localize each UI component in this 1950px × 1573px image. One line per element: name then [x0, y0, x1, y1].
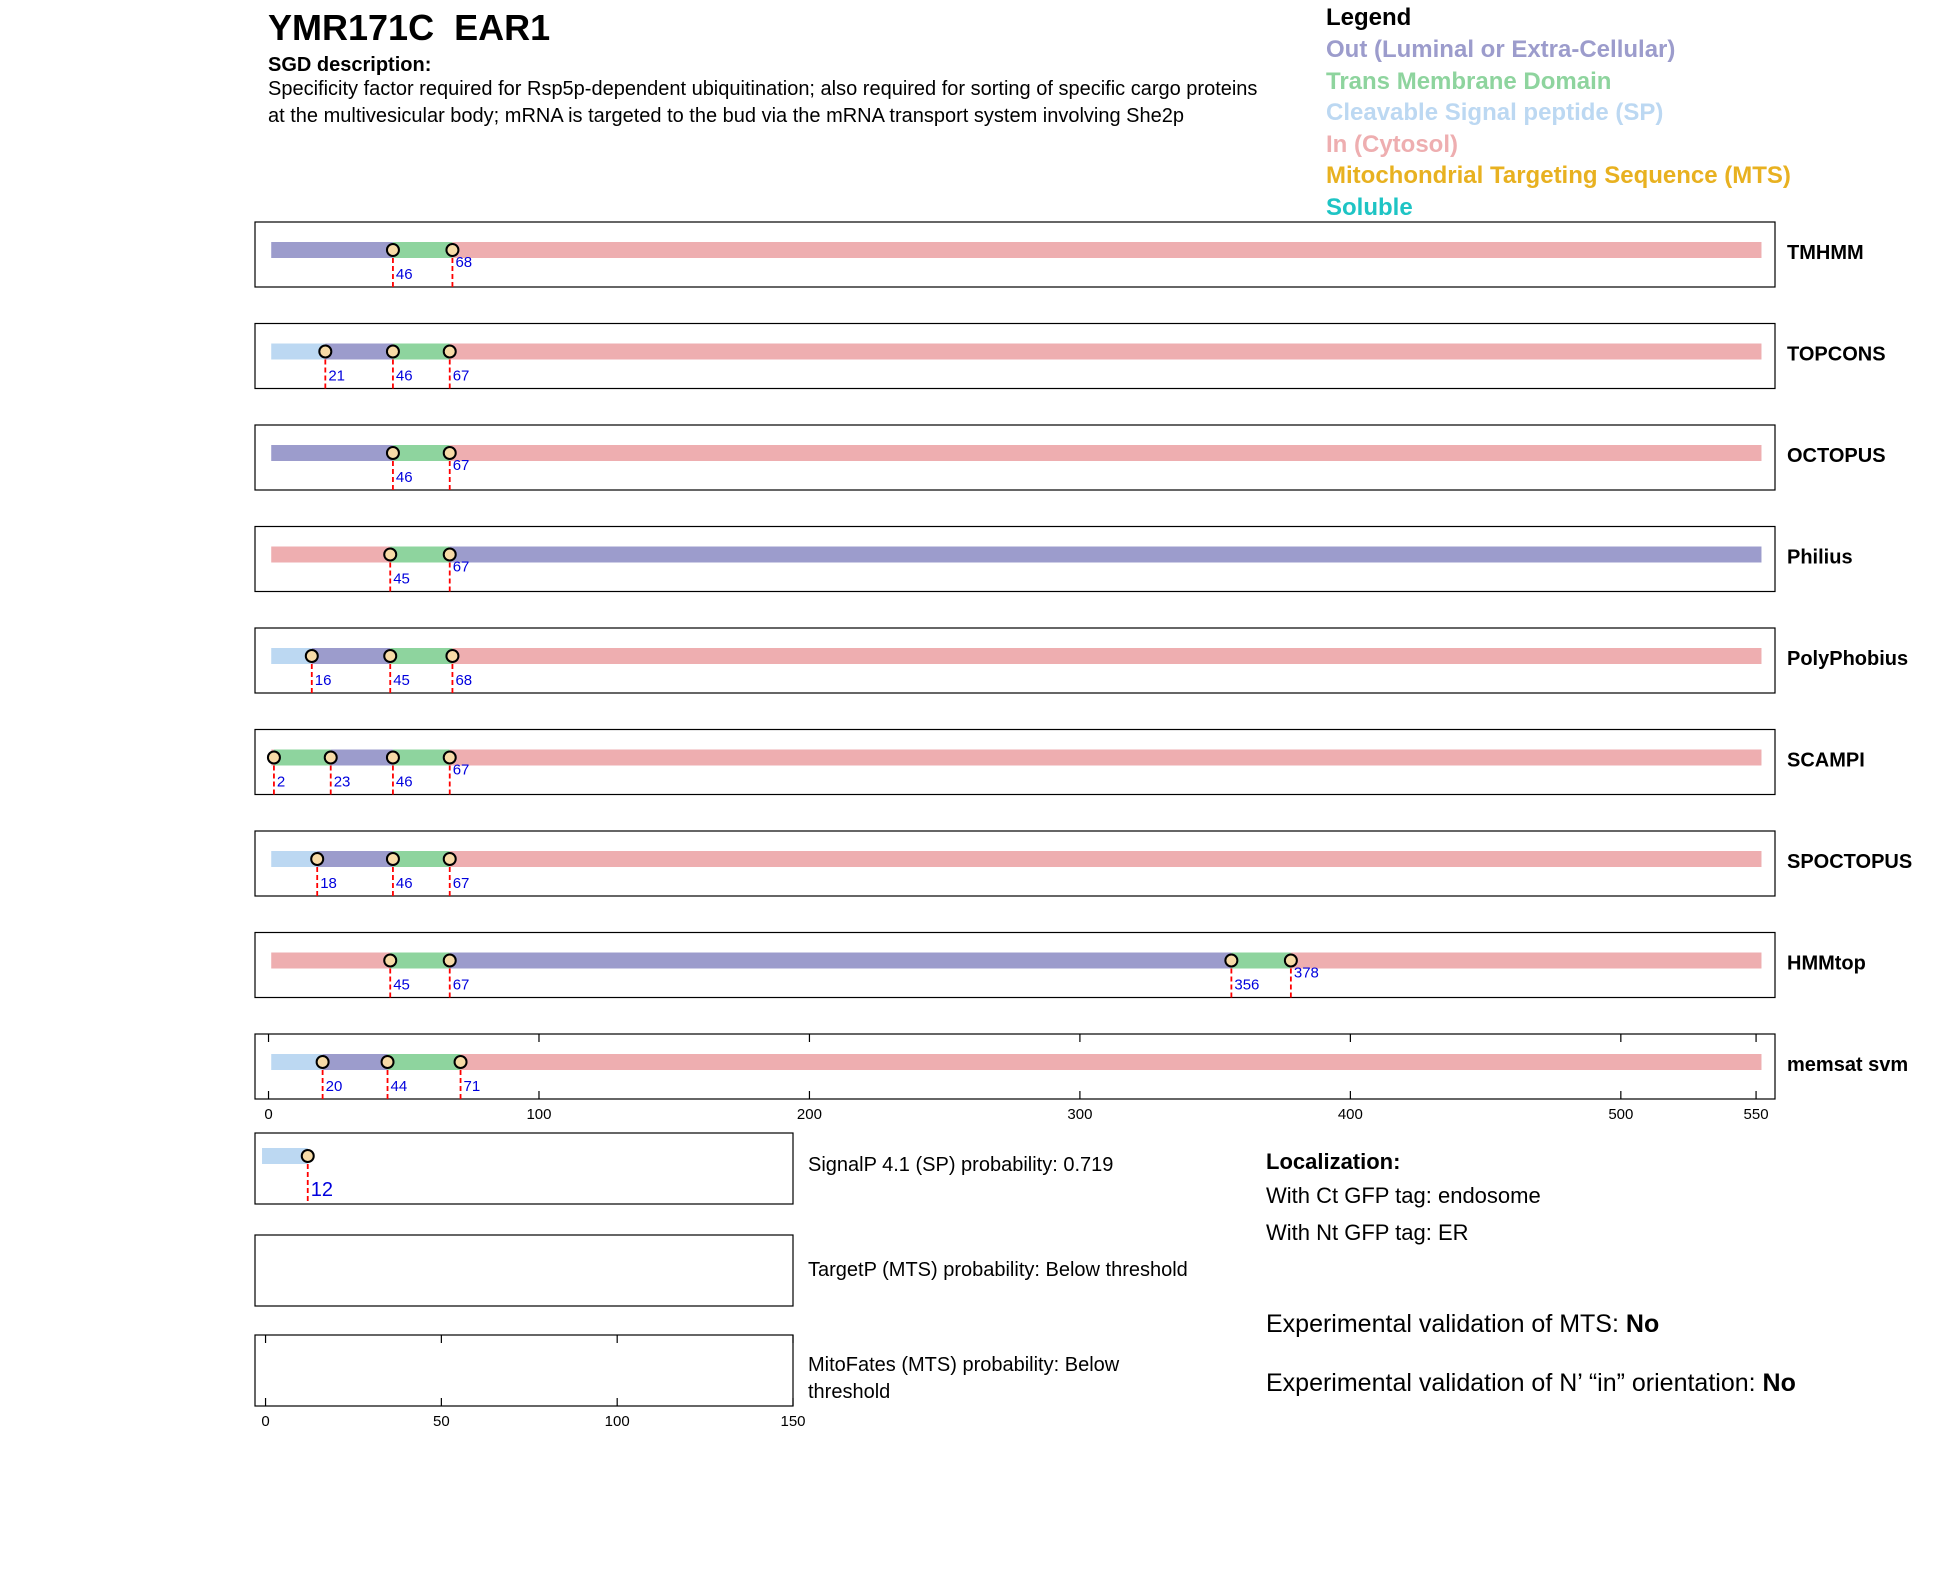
track-segment-out	[271, 445, 393, 461]
marker-label: 68	[455, 672, 473, 689]
marker-circle	[444, 955, 456, 967]
track-segment-out	[331, 750, 393, 766]
track-segment-tm	[393, 242, 453, 258]
marker-label: 67	[452, 457, 470, 474]
marker-label: 46	[395, 469, 413, 486]
marker-circle	[325, 752, 337, 764]
track-segment-out	[317, 851, 393, 867]
axis-tick-label: 100	[604, 1413, 630, 1430]
signalp-text: SignalP 4.1 (SP) probability: 0.719	[808, 1154, 1114, 1176]
marker-circle	[302, 1150, 314, 1162]
track-name: PolyPhobius	[1787, 648, 1909, 670]
mts-validation-value: No	[1625, 1310, 1660, 1338]
marker-label: 21	[328, 367, 346, 385]
marker-label: 67	[452, 761, 470, 779]
axis-tick-label: 100	[526, 1106, 552, 1123]
axis-tick-label: 550	[1743, 1106, 1769, 1123]
marker-label: 45	[393, 672, 410, 689]
track-name: SCAMPI	[1787, 749, 1865, 772]
marker-label: 46	[395, 773, 413, 791]
marker-label: 45	[393, 570, 410, 588]
marker-circle	[1225, 955, 1237, 967]
legend-item-mts: Mitochondrial Targeting Sequence (MTS)	[1326, 162, 1791, 189]
track-segment-tm	[388, 1054, 461, 1070]
marker-label: 67	[452, 976, 470, 994]
legend-item-soluble: Soluble	[1326, 193, 1413, 221]
track-segment-tm	[393, 851, 450, 867]
targetp-text: TargetP (MTS) probability: Below threshold	[808, 1259, 1188, 1281]
marker-label: 44	[390, 1078, 408, 1095]
marker-circle	[384, 650, 396, 662]
axis-tick-label: 150	[780, 1413, 806, 1430]
track-name: OCTOPUS	[1787, 445, 1886, 467]
track-segment-tm	[393, 750, 450, 766]
track-segment-in	[450, 851, 1762, 867]
axis-tick-label: 0	[264, 1106, 273, 1123]
axis-tick-label: 400	[1337, 1106, 1363, 1123]
marker-label: 67	[452, 367, 470, 385]
marker-circle	[455, 1056, 467, 1068]
track-name: TMHMM	[1787, 242, 1864, 264]
marker-circle	[319, 346, 331, 358]
mitofates-text: MitoFates (MTS) probability: Below threshold	[808, 1354, 1120, 1403]
marker-label: 46	[395, 875, 413, 892]
marker-circle	[387, 346, 399, 358]
track-segment-tm	[1231, 953, 1291, 969]
track-segment-in	[452, 648, 1761, 664]
marker-label: 20	[325, 1078, 343, 1095]
axis-tick-label: 0	[261, 1413, 270, 1430]
marker-circle	[317, 1056, 329, 1068]
marker-label: 2	[276, 773, 286, 791]
track-segment-sp	[271, 344, 325, 360]
track-segment-sp	[271, 1054, 322, 1070]
marker-circle	[387, 447, 399, 459]
marker-label: 46	[395, 367, 413, 385]
track-segment-out	[450, 547, 1762, 563]
track-segment-in	[452, 242, 1761, 258]
track-segment-out	[271, 242, 393, 258]
panel-box	[255, 1235, 793, 1306]
legend-item-in: In (Cytosol)	[1326, 130, 1458, 158]
orientation-validation-value: No	[1762, 1369, 1796, 1397]
marker-label: 71	[463, 1078, 481, 1095]
localization-ct: With Ct GFP tag: endosome	[1266, 1183, 1541, 1208]
panel-box	[255, 1335, 793, 1406]
gene-title: YMR171C EAR1	[268, 7, 551, 48]
marker-circle	[268, 752, 280, 764]
legend-title: Legend	[1326, 4, 1412, 31]
marker-label: 46	[395, 266, 413, 283]
track-segment-tm	[390, 547, 450, 563]
track-segment-in	[271, 547, 390, 563]
track-segment-in	[461, 1054, 1762, 1070]
marker-label: 378	[1293, 964, 1319, 982]
track-name: TOPCONS	[1787, 343, 1886, 366]
track-segment-tm	[390, 648, 452, 664]
orientation-validation	[1266, 1369, 1796, 1398]
marker-label: 67	[452, 875, 470, 892]
track-segment-in	[1291, 953, 1762, 969]
track-segment-tm	[393, 445, 450, 461]
marker-label: 16	[314, 672, 332, 689]
track-segment-tm	[390, 953, 450, 969]
axis-tick-label: 500	[1608, 1106, 1634, 1123]
axis-tick-label: 200	[796, 1106, 822, 1123]
track-segment-tm	[274, 750, 331, 766]
marker-circle	[306, 650, 318, 662]
track-name: Philius	[1787, 546, 1853, 569]
legend-item-sp: Cleavable Signal peptide (SP)	[1326, 99, 1664, 126]
localization-nt: With Nt GFP tag: ER	[1266, 1220, 1469, 1245]
marker-circle	[384, 955, 396, 967]
track-segment-out	[312, 648, 390, 664]
orientation-validation-label: Experimental validation of N’ “in” orientation:	[1266, 1369, 1763, 1397]
track-segment-in	[450, 750, 1762, 766]
marker-label: 18	[320, 875, 337, 892]
sgd-description-text: Specificity factor required for Rsp5p-dependent ubiquitination; also required for sorting of specific cargo proteins at the multivesicular body; mRNA is targeted to the bud via the mRNA transport system involving She2p	[268, 78, 1258, 127]
mts-validation-label: Experimental validation of MTS:	[1266, 1310, 1626, 1338]
track-segment-in	[271, 953, 390, 969]
panel-box	[255, 1133, 793, 1204]
track-segment-out	[450, 953, 1232, 969]
marker-label: 68	[455, 254, 473, 271]
marker-circle	[384, 549, 396, 561]
track-name: memsat svm	[1787, 1054, 1909, 1076]
sgd-description-label: SGD description:	[268, 54, 432, 76]
marker-circle	[387, 244, 399, 256]
axis-tick-label: 50	[433, 1413, 450, 1430]
mts-validation	[1266, 1310, 1659, 1339]
marker-circle	[444, 853, 456, 865]
track-segment-out	[325, 344, 393, 360]
track-segment-in	[450, 344, 1762, 360]
marker-circle	[446, 650, 458, 662]
marker-label: 45	[393, 976, 410, 994]
legend-item-out: Out (Luminal or Extra-Cellular)	[1326, 36, 1676, 63]
marker-label: 356	[1234, 976, 1260, 994]
marker-label: 67	[452, 558, 470, 576]
marker-circle	[382, 1056, 394, 1068]
track-segment-tm	[393, 344, 450, 360]
marker-circle	[444, 346, 456, 358]
legend-item-tm: Trans Membrane Domain	[1326, 67, 1612, 95]
track-name: HMMtop	[1787, 952, 1866, 975]
track-name: SPOCTOPUS	[1787, 851, 1913, 873]
track-segment-in	[450, 445, 1762, 461]
marker-circle	[387, 752, 399, 764]
marker-circle	[387, 853, 399, 865]
localization-title: Localization:	[1266, 1149, 1401, 1174]
localization-block	[1266, 1147, 1541, 1251]
track-segment-out	[323, 1054, 388, 1070]
marker-label: 23	[333, 773, 351, 791]
marker-circle	[311, 853, 323, 865]
marker-label: 12	[310, 1179, 333, 1201]
axis-tick-label: 300	[1067, 1106, 1093, 1123]
